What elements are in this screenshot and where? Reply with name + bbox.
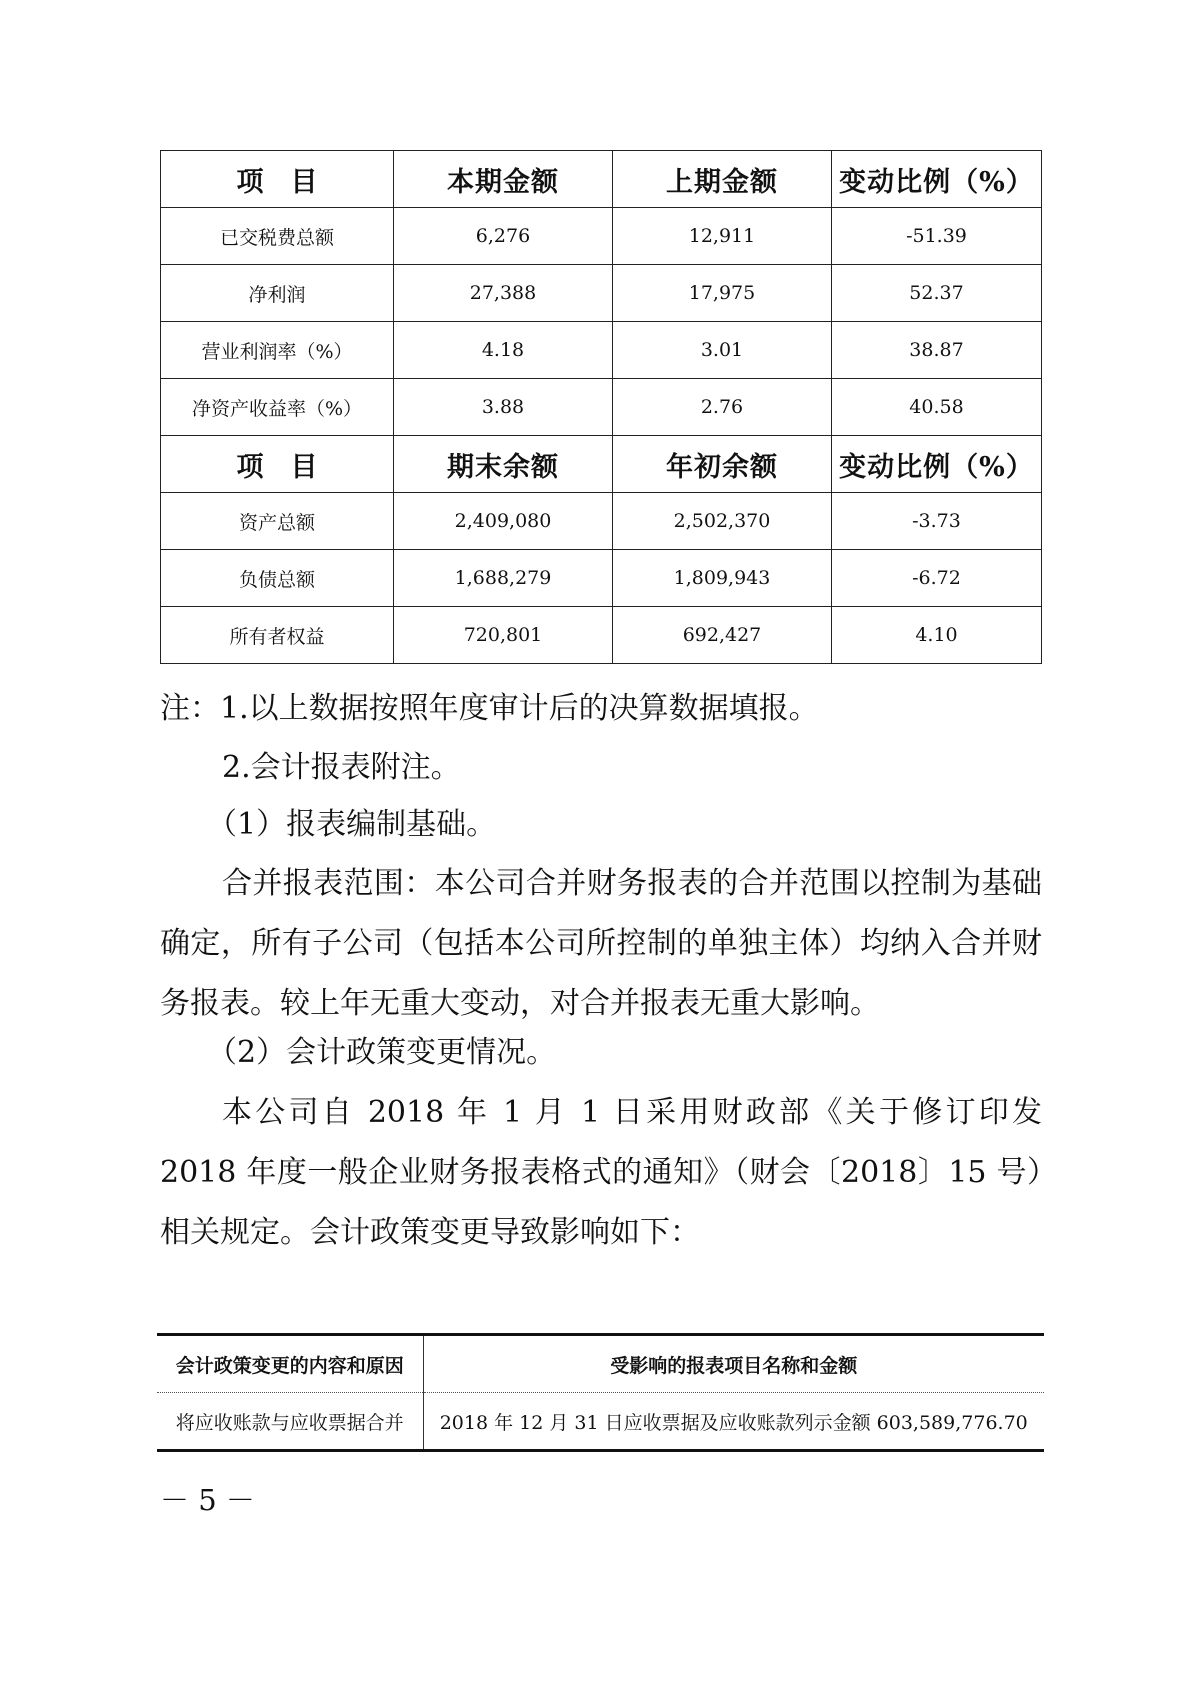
- table-cell: 2.76: [613, 379, 832, 436]
- table-cell: 2,409,080: [394, 493, 613, 550]
- table-cell: 52.37: [832, 265, 1042, 322]
- paragraph-consolidation-scope: 合并报表范围：本公司合并财务报表的合并范围以控制为基础确定，所有子公司（包括本公司所控制的单独主体）均纳入合并财务报表。较上年无重大变动，对合并报表无重大影响。: [160, 866, 1042, 1021]
- table-cell: 将应收账款与应收票据合并: [157, 1393, 423, 1451]
- table-cell: 720,801: [394, 607, 613, 664]
- table-row: [161, 265, 1042, 322]
- paragraph-policy-change: 本公司自 2018 年 1 月 1 日采用财政部《关于修订印发 2018 年度一般企业财务报表格式的通知》（财会〔2018〕15 号）相关规定。会计政策变更导致影响如下：: [160, 1095, 1042, 1250]
- row-label: 已交税费总额: [161, 208, 394, 265]
- table-cell: -6.72: [832, 550, 1042, 607]
- row-label: 净资产收益率（%）: [161, 379, 394, 436]
- table-cell: 4.10: [832, 607, 1042, 664]
- header-cell: 本期金额: [394, 151, 613, 208]
- table-cell: 17,975: [613, 265, 832, 322]
- row-label: 所有者权益: [161, 607, 394, 664]
- table-cell: 38.87: [832, 322, 1042, 379]
- table-cell: 2018 年 12 月 31 日应收票据及应收账款列示金额 603,589,776.70: [423, 1393, 1044, 1451]
- policy-change-table: [157, 1333, 1044, 1452]
- header-cell: 期末余额: [394, 436, 613, 493]
- table-row: [161, 379, 1042, 436]
- table-cell: 27,388: [394, 265, 613, 322]
- table-cell: 6,276: [394, 208, 613, 265]
- header-cell: 变动比例（%）: [832, 151, 1042, 208]
- page-number: － 5 －: [160, 1483, 255, 1517]
- table-header-row: [161, 151, 1042, 208]
- table-cell: 40.58: [832, 379, 1042, 436]
- header-cell: 上期金额: [613, 151, 832, 208]
- table-header-row: [157, 1335, 1044, 1393]
- header-cell: 项 目: [161, 436, 394, 493]
- subheading-basis: （1）报表编制基础。: [207, 807, 497, 842]
- table-cell: 12,911: [613, 208, 832, 265]
- table-cell: 2,502,370: [613, 493, 832, 550]
- table-cell: 3.01: [613, 322, 832, 379]
- table-row: [161, 550, 1042, 607]
- header-cell: 会计政策变更的内容和原因: [157, 1335, 423, 1393]
- table-row: [161, 607, 1042, 664]
- table-cell: -3.73: [832, 493, 1042, 550]
- financial-summary-table: [160, 150, 1042, 664]
- table-cell: 1,688,279: [394, 550, 613, 607]
- table-row: [161, 208, 1042, 265]
- table-cell: 1,809,943: [613, 550, 832, 607]
- subheading-policy-change: （2）会计政策变更情况。: [207, 1035, 557, 1070]
- table-row: [161, 493, 1042, 550]
- table-row: [161, 322, 1042, 379]
- header-cell: 年初余额: [613, 436, 832, 493]
- row-label: 营业利润率（%）: [161, 322, 394, 379]
- table-cell: 692,427: [613, 607, 832, 664]
- note-1: 注：1.以上数据按照年度审计后的决算数据填报。: [160, 691, 819, 726]
- table-row: [157, 1393, 1044, 1451]
- row-label: 资产总额: [161, 493, 394, 550]
- table-cell: 4.18: [394, 322, 613, 379]
- table-cell: 3.88: [394, 379, 613, 436]
- header-cell: 项 目: [161, 151, 394, 208]
- note-2: 2.会计报表附注。: [222, 750, 461, 785]
- header-cell: 受影响的报表项目名称和金额: [423, 1335, 1044, 1393]
- table-cell: -51.39: [832, 208, 1042, 265]
- table-header-row: [161, 436, 1042, 493]
- header-cell: 变动比例（%）: [832, 436, 1042, 493]
- row-label: 负债总额: [161, 550, 394, 607]
- row-label: 净利润: [161, 265, 394, 322]
